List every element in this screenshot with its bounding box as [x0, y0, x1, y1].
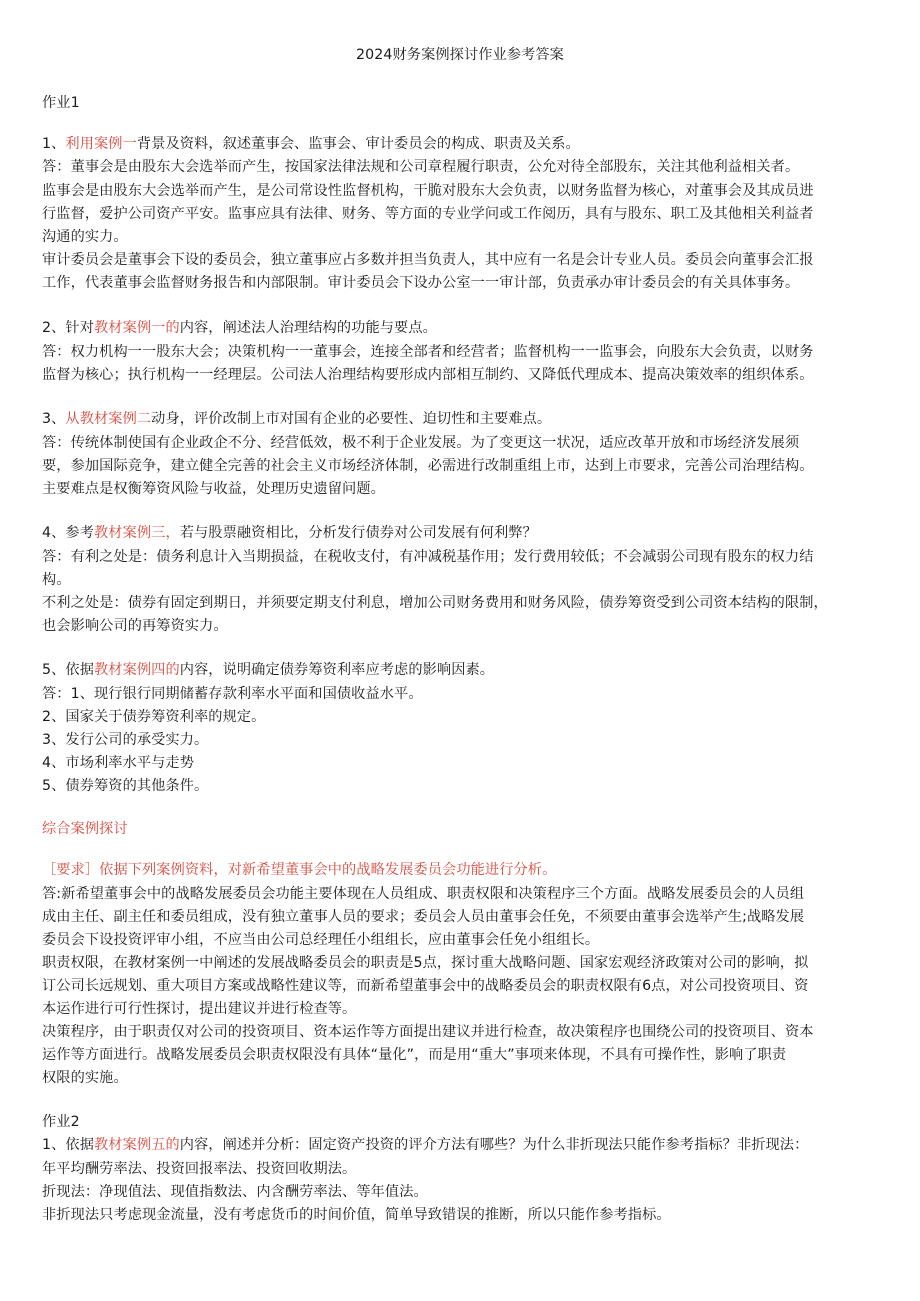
hw2-q1-answer-line: 年平均酬劳率法、投资回报率法、投资回收期法。: [42, 1161, 357, 1177]
q5-answer-line: 5、债券筹资的其他条件。: [42, 778, 209, 794]
comprehensive-answer-line: 答:新希望董事会中的战略发展委员会功能主要体现在人员组成、职责权限和决策程序三个方面。战略发展委员会的人员组: [42, 886, 805, 902]
q3-number: 3、: [42, 411, 66, 427]
q4-text: 若与股票融资相比，分析发行债券对公司发展有何利弊？: [179, 525, 537, 541]
q5-answer-line: 3、发行公司的承受实力。: [42, 732, 209, 748]
q3-case-ref: 从教材案例二: [65, 411, 152, 427]
hw2-heading: 作业2: [42, 1114, 80, 1130]
q1-number: 1、: [42, 136, 66, 152]
comprehensive-answer-line: 本运作进行可行性探讨，提出建议并进行检查等。: [42, 1001, 357, 1017]
q5-question: [42, 659, 912, 682]
q2-text: 内容，阐述法人治理结构的功能与要点。: [179, 320, 437, 336]
q1-answer-line: 答：董事会是由股东大会选举而产生，按国家法律法规和公司章程履行职责，公允对待全部股东，关注其他利益相关者。: [42, 159, 800, 175]
q2-answer-line: 答：权力机构一一股东大会；决策机构一一董事会，连接全部者和经营者；监督机构一一监事会，向股东大会负责，以财务: [42, 344, 814, 360]
q5-answer-line: 答：1、现行银行同期储蓄存款利率水平面和国债收益水平。: [42, 686, 423, 702]
q2-number: 2、针对: [42, 320, 94, 336]
comprehensive-answer-line: 运作等方面进行。战略发展委员会职责权限没有具体“量化”，而是用“重大”事项来体现，不具有可操作性，影响了职责: [42, 1047, 787, 1063]
hw2-q1-question: [42, 1134, 912, 1157]
q4-answer-line: 不利之处是：债券有固定到期日，并须要定期支付利息，增加公司财务费用和财务风险，债券筹资受到公司资本结构的限制，: [42, 595, 828, 611]
q1-answer-line: 沟通的实力。: [42, 229, 128, 245]
q3-question: [42, 408, 912, 431]
hw2-q1-answer-line: 非折现法只考虑现金流量，没有考虑货币的时间价值，简单导致错误的推断，所以只能作参考指标。: [42, 1207, 671, 1223]
q1-answer-line: 行监督，爱护公司资产平安。监事应具有法律、财务、等方面的专业学问或工作阅历，具有与股东、职工及其他相关利益者: [42, 206, 814, 222]
q5-text: 内容，说明确定债券筹资利率应考虑的影响因素。: [179, 662, 495, 678]
comprehensive-answer-line: 委员会下设投资评审小组，不应当由公司总经理任小组组长，应由董事会任免小组组长。: [42, 932, 600, 948]
q1-answer-line: 审计委员会是董事会下设的委员会，独立董事应占多数并担当负责人，其中应有一名是会计专业人员。委员会向董事会汇报: [42, 252, 814, 268]
q4-question: [42, 522, 912, 545]
q3-answer-line: 要，参加国际竞争，建立健全完善的社会主义市场经济体制，必需进行改制重组上市，达到上市要求，完善公司治理结构。: [42, 458, 814, 474]
q2-case-ref: 教材案例一的: [94, 320, 180, 336]
hw2-q1-text: 内容，阐述并分析：固定资产投资的评介方法有哪些？为什么非折现法只能作参考指标？非折现法：: [179, 1137, 809, 1153]
hw2-q1-answer-line: 折现法：净现值法、现值指数法、内含酬劳率法、等年值法。: [42, 1184, 428, 1200]
comprehensive-answer-line: 权限的实施。: [42, 1070, 128, 1086]
q5-number: 5、依据: [42, 662, 94, 678]
q1-answer-line: 工作，代表董事会监督财务报告和内部限制。审计委员会下设办公室一一审计部，负责承办审计委员会的有关具体事务。: [42, 275, 800, 291]
q2-answer-line: 监督为核心；执行机构一一经理层。公司法人治理结构要形成内部相互制约、又降低代理成本、提高决策效率的组织体系。: [42, 367, 814, 383]
q3-answer-line: 答：传统体制使国有企业政企不分、经营低效，极不利于企业发展。为了变更这一状况，适应改革开放和市场经济发展须: [42, 435, 800, 451]
comprehensive-answer-line: 成由主任、副主任和委员组成，没有独立董事人员的要求；委员会人员由董事会任免，不须要由董事会选举产生;战略发展: [42, 909, 805, 925]
q4-case-ref: 教材案例三，: [94, 525, 180, 541]
q1-text: 背景及资料，叙述董事会、监事会、审计委员会的构成、职责及关系。: [136, 136, 580, 152]
comprehensive-answer-line: 决策程序，由于职责仅对公司的投资项目、资本运作等方面提出建议并进行检查，故决策程序也围绕公司的投资项目、资本: [42, 1024, 814, 1040]
q1-question: [42, 133, 912, 156]
q5-answer-line: 2、国家关于债券筹资利率的规定。: [42, 709, 266, 725]
q5-answer-line: 4、市场利率水平与走势: [42, 755, 195, 771]
q4-number: 4、参考: [42, 525, 94, 541]
q4-answer-line: 也会影响公司的再筹资实力。: [42, 618, 228, 634]
comprehensive-answer-line: 职责权限，在教材案例一中阐述的发展战略委员会的职责是5点，探讨重大战略问题、国家宏观经济政策对公司的影响，拟: [42, 955, 809, 971]
q1-answer-line: 监事会是由股东大会选举而产生，是公司常设性监督机构，干脆对股东大会负责，以财务监督为核心，对董事会及其成员进: [42, 183, 814, 199]
comprehensive-answer-line: 订公司长远规划、重大项目方案或战略性建议等，而新希望董事会中的战略委员会的职责权限有6点，对公司投资项目、资: [42, 978, 809, 994]
hw1-heading: 作业1: [42, 95, 80, 111]
hw2-q1-case-ref: 教材案例五的: [94, 1137, 180, 1153]
document-title: 2024财务案例探讨作业参考答案: [356, 47, 564, 63]
q4-answer-line: 构。: [42, 572, 71, 588]
q2-question: [42, 317, 912, 340]
q3-text: 动身，评价改制上市对国有企业的必要性、迫切性和主要难点。: [151, 411, 552, 427]
q1-case-ref: 利用案例一: [65, 136, 137, 152]
comprehensive-heading: 综合案例探讨: [42, 821, 128, 837]
q5-case-ref: 教材案例四的: [94, 662, 180, 678]
comprehensive-requirement: ［要求］依据下列案例资料，对新希望董事会中的战略发展委员会功能进行分析。: [42, 862, 557, 878]
hw2-q1-number: 1、依据: [42, 1137, 94, 1153]
q4-answer-line: 答：有利之处是：债务利息计入当期损益，在税收支付，有冲减税基作用；发行费用较低；不会减弱公司现有股东的权力结: [42, 549, 814, 565]
q3-answer-line: 主要难点是权衡筹资风险与收益，处理历史遗留问题。: [42, 481, 385, 497]
